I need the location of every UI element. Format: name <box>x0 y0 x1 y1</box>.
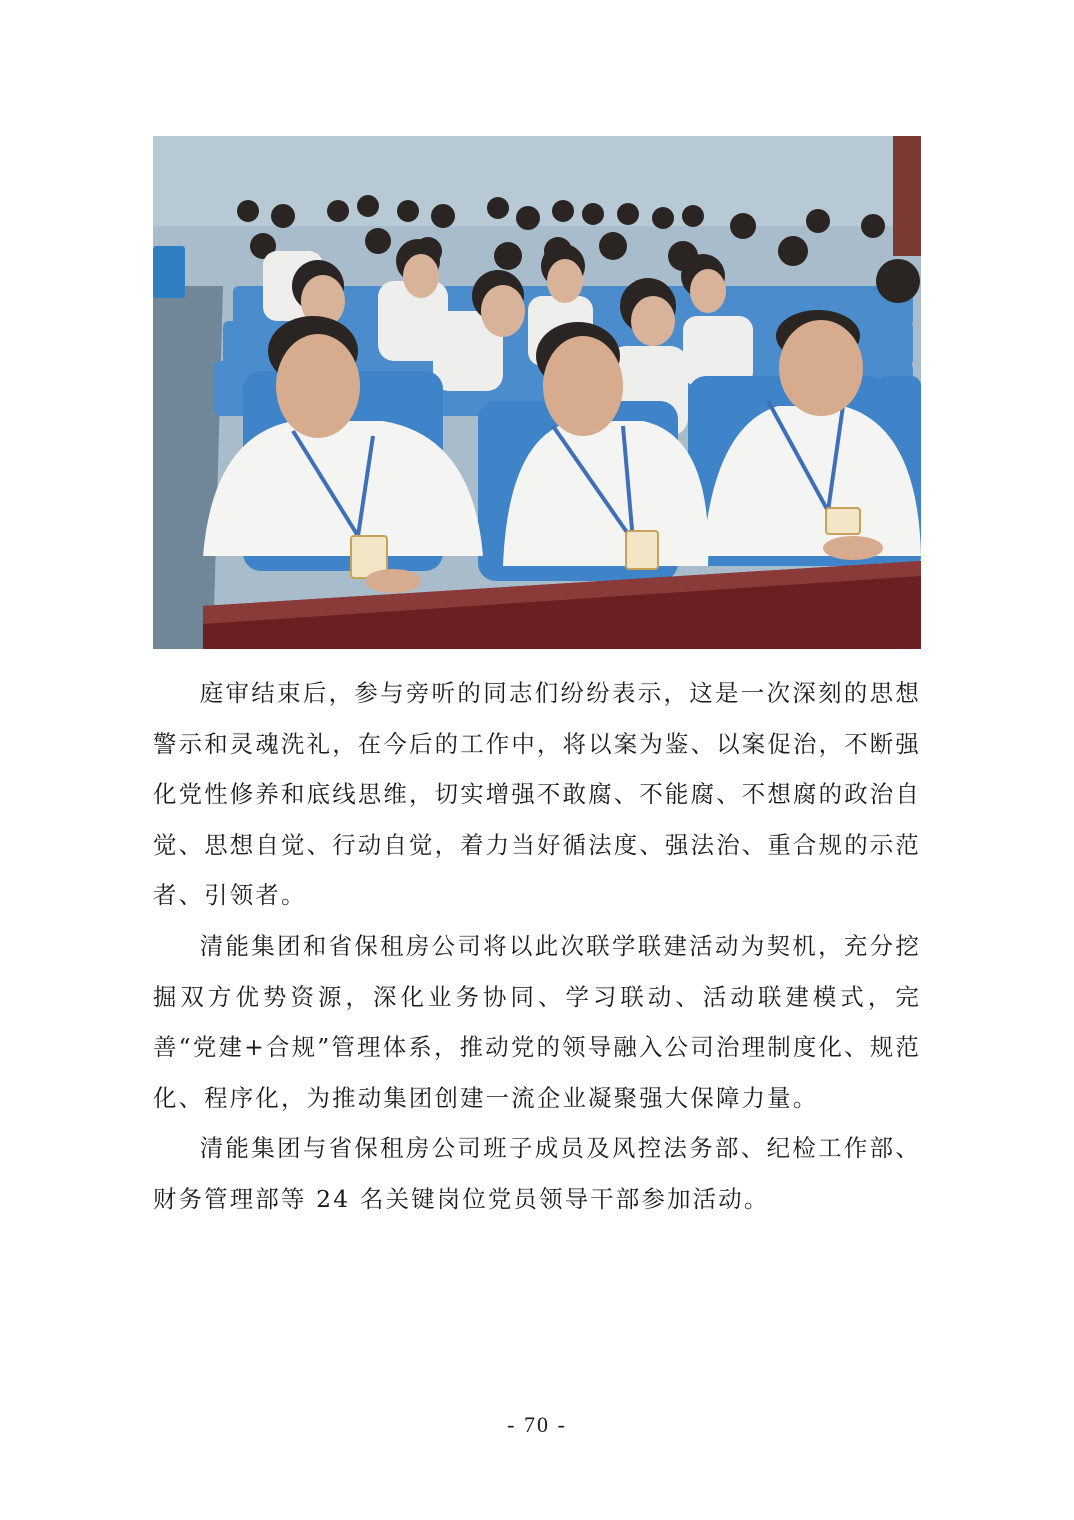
page-number: - 70 - <box>507 1412 567 1437</box>
paragraph-2: 清能集团和省保租房公司将以此次联学联建活动为契机，充分挖掘双方优势资源，深化业务协同、学习联动、活动联建模式，完善“党建+合规”管理体系，推动党的领导融入公司治理制度化、规范化、程序化，为推动集团创建一流企业凝聚强大保障力量。 <box>153 931 921 1112</box>
audience-photo <box>153 136 921 649</box>
article-text <box>153 668 921 1225</box>
paragraph-3: 清能集团与省保租房公司班子成员及风控法务部、纪检工作部、财务管理部等 24 名关键岗位党员领导干部参加活动。 <box>153 1134 921 1213</box>
paragraph-1: 庭审结束后，参与旁听的同志们纷纷表示，这是一次深刻的思想警示和灵魂洗礼，在今后的工作中，将以案为鉴、以案促治，不断强化党性修养和底线思维，切实增强不敢腐、不能腐、不想腐的政治自觉、思想自觉、行动自觉，着力当好循法度、强法治、重合规的示范者、引领者。 <box>153 679 921 910</box>
